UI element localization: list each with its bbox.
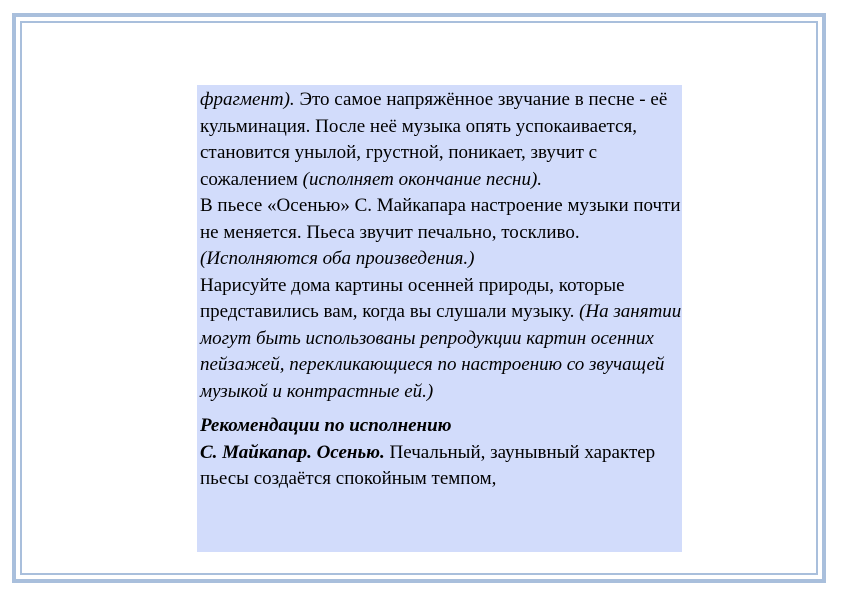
text-run: фрагмент). (200, 89, 295, 110)
text-run: Рекомендации по исполнению (200, 415, 452, 436)
text-run: (На занятии могут быть использованы репродукции картин осенних пейзажей, перекликающиеся по настроению со звучащей музыкой и контрастные ей.) (200, 301, 682, 402)
section-heading (200, 413, 682, 440)
text-run: (Исполняются оба произведения.) (200, 248, 475, 269)
paragraph-3 (200, 273, 682, 406)
paragraph-2 (200, 193, 682, 273)
text-run: Нарисуйте дома картины осенней природы, которые представились вам, когда вы слушали музыку. (200, 274, 625, 322)
text-run: С. Майкапар. Осенью. (200, 441, 385, 463)
text-run: Печальный, заунывный характер пьесы создаётся спокойным темпом, (200, 441, 656, 489)
paragraph-5 (200, 440, 682, 493)
paragraph-1 (200, 87, 682, 193)
text-box (197, 85, 682, 552)
text-run: (исполняет окончание песни). (302, 168, 543, 190)
text-run: Это самое напряжённое звучание в песне - её кульминация. После неё музыка опять успокаивается, становится унылой, грустной, поникает, звучит с сожалением (200, 89, 668, 190)
text-run: В пьесе «Осенью» С. Майкапара настроение музыки почти не меняется. Пьеса звучит печально, тоскливо. (200, 195, 681, 243)
